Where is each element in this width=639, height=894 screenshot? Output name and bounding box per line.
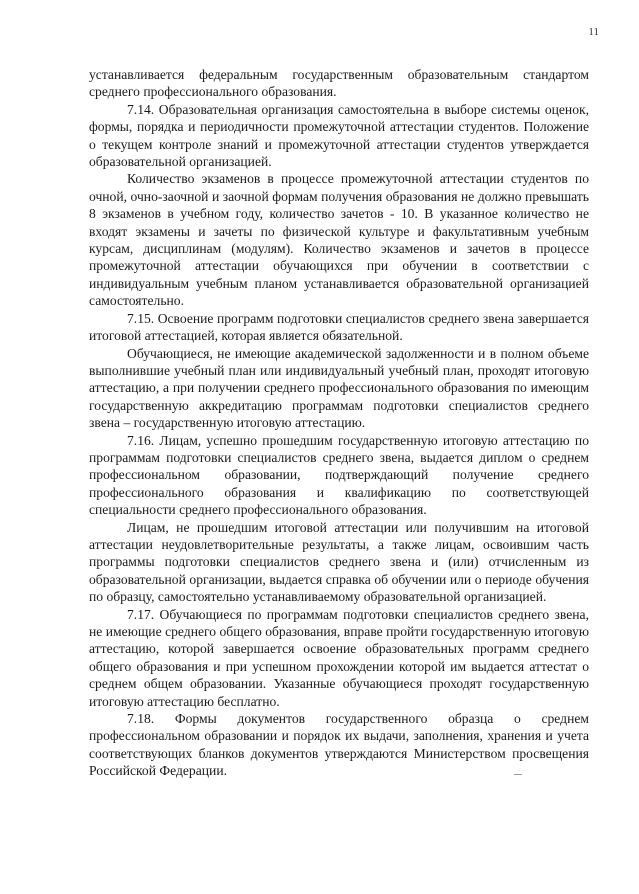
paragraph-7-14: 7.14. Образовательная организация самостоятельна в выборе системы оценок, формы, порядка и периодичности промежуточной аттестации студентов. Положение о текущем контроле знаний и промежуточной аттестации студентов утверждается образовательной организацией. <box>89 101 589 170</box>
paragraph-7-15: 7.15. Освоение программ подготовки специалистов среднего звена завершается итоговой аттестацией, которая является обязательной. <box>89 310 589 344</box>
paragraph-7-16: 7.16. Лицам, успешно прошедшим государственную итоговую аттестацию по программам подготовки специалистов среднего звена, выдается диплом о среднем профессиональном образовании, подтверждающий получение среднего профессионального образования и квалификацию по соответствующей специальности среднего профессионального образования. <box>89 432 589 518</box>
paragraph-continuation: устанавливается федеральным государственным образовательным стандартом среднего профессионального образования. <box>89 67 589 100</box>
document-body <box>89 66 589 780</box>
paragraph-7-18: 7.18. Формы документов государственного образца о среднем профессиональном образовании и порядок их выдачи, заполнения, хранения и учета соответствующих бланков документов утверждаются Министерством просвещения Российской Федерации. <box>89 711 589 779</box>
page-number: 11 <box>588 26 599 38</box>
paragraph-7-17: 7.17. Обучающиеся по программам подготовки специалистов среднего звена, не имеющие среднего общего образования, вправе пройти государственную итоговую аттестацию, которой завершается освоение образовательных программ среднего общего образования и при успешном прохождении которой им выдается аттестат о среднем общем образовании. Указанные обучающиеся проходят государственную итоговую аттестацию бесплатно. <box>89 606 589 709</box>
paragraph-certificate: Лицам, не прошедшим итоговой аттестации или получившим на итоговой аттестации неудовлетворительные результаты, а также лицам, освоившим часть программы подготовки специалистов среднего звена и (или) отчисленным из образовательной организации, выдается справка об обучении или о периоде обучения по образцу, самостоятельно устанавливаемому образовательной организацией. <box>89 519 589 605</box>
scan-mark <box>514 774 522 775</box>
paragraph-exam-count: Количество экзаменов в процессе промежуточной аттестации студентов по очной, очно-заочной и заочной формам получения образования не должно превышать 8 экзаменов в учебном году, количество зачетов - 10. В указанное количество не входят экзамены и зачеты по физической культуре и факультативным учебным курсам, дисциплинам (модулям). Количество экзаменов и зачетов в процессе промежуточной аттестации обучающихся при обучении в соответствии с индивидуальным учебным планом устанавливается образовательной организацией самостоятельно. <box>89 171 589 309</box>
paragraph-final-attestation: Обучающиеся, не имеющие академической задолженности и в полном объеме выполнившие учебный план или индивидуальный учебный план, проходят итоговую аттестацию, а при получении среднего профессионального образования по имеющим государственную аккредитацию программам подготовки специалистов среднего звена – государственную итоговую аттестацию. <box>89 345 589 431</box>
